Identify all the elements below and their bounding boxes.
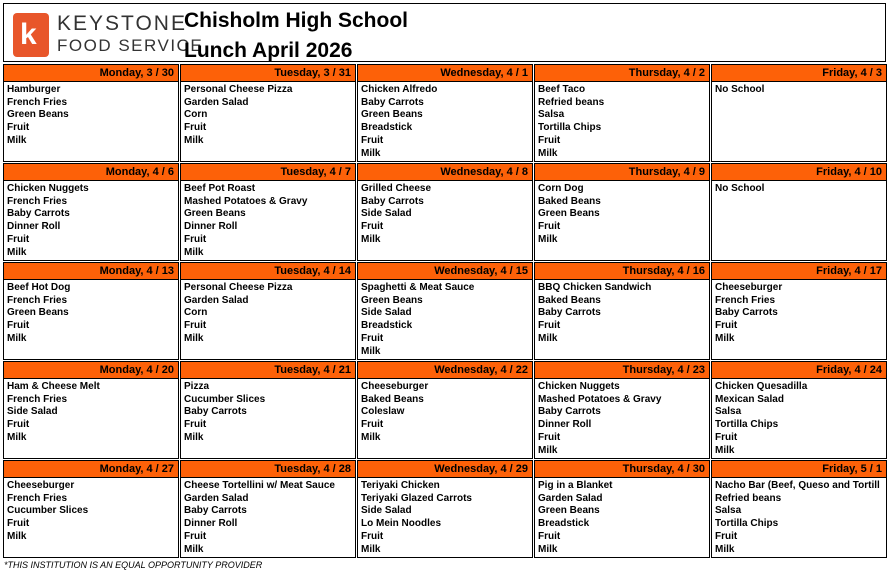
menu-items (181, 478, 355, 556)
day-header: Tuesday, 3 / 31 (181, 65, 355, 82)
menu-item: Milk (7, 332, 27, 344)
menu-item: Fruit (361, 134, 384, 146)
logo-bottom-text: FOOD SERVICE (57, 36, 204, 55)
menu-item: Milk (715, 543, 735, 555)
menu-items (181, 280, 355, 346)
day-header: Thursday, 4 / 2 (535, 65, 709, 82)
menu-item: Fruit (715, 431, 738, 443)
menu-item: Milk (538, 444, 558, 456)
menu-item: Green Beans (184, 208, 246, 220)
day-cell (180, 460, 356, 558)
day-cell (534, 163, 710, 261)
day-header: Monday, 4 / 20 (4, 362, 178, 379)
menu-item: Baby Carrots (184, 406, 247, 418)
menu-item: Refried beans (715, 492, 782, 504)
menu-items (358, 181, 532, 247)
menu-item: Baby Carrots (538, 406, 601, 418)
menu-item: French Fries (7, 195, 68, 207)
menu-item: No School (715, 84, 765, 95)
menu-item: French Fries (7, 294, 68, 306)
menu-item: Hamburger (7, 84, 61, 95)
menu-item: Breadstick (538, 518, 590, 530)
menu-item: Beef Hot Dog (7, 282, 71, 293)
day-cell (357, 262, 533, 360)
menu-item: Green Beans (7, 109, 69, 121)
menu-item: Milk (184, 543, 204, 555)
menu-item: Baby Carrots (184, 505, 247, 517)
day-header: Monday, 4 / 6 (4, 164, 178, 181)
day-cell (3, 361, 179, 459)
menu-item: Fruit (184, 530, 207, 542)
menu-item: French Fries (7, 393, 68, 405)
menu-item: Side Salad (361, 208, 412, 220)
menu-item: Fruit (7, 122, 30, 134)
keystone-logo (13, 10, 204, 60)
menu-items (535, 82, 709, 160)
menu-item: Milk (715, 444, 735, 456)
menu-item: Nacho Bar (Beef, Queso and Tortill (715, 480, 880, 491)
menu-item: Fruit (184, 320, 207, 332)
day-cell (711, 361, 887, 459)
menu-item: Dinner Roll (7, 221, 61, 233)
menu-item: French Fries (7, 492, 68, 504)
day-header: Wednesday, 4 / 29 (358, 461, 532, 478)
day-header: Monday, 4 / 27 (4, 461, 178, 478)
day-header: Friday, 4 / 24 (712, 362, 886, 379)
menu-item: Spaghetti & Meat Sauce (361, 282, 475, 293)
menu-item: Milk (538, 543, 558, 555)
day-cell (711, 460, 887, 558)
menu-items (181, 82, 355, 148)
menu-items (4, 478, 178, 544)
menu-item: Garden Salad (184, 96, 249, 108)
menu-item: Cheeseburger (7, 480, 75, 491)
menu-item: Teriyaki Glazed Carrots (361, 492, 472, 504)
day-cell (711, 163, 887, 261)
day-header: Tuesday, 4 / 21 (181, 362, 355, 379)
week-row (3, 262, 887, 360)
menu-item: Milk (361, 233, 381, 245)
menu-item: BBQ Chicken Sandwich (538, 282, 652, 293)
menu-item: Mashed Potatoes & Gravy (538, 393, 662, 405)
menu-item: Green Beans (361, 294, 423, 306)
menu-items (358, 82, 532, 160)
menu-item: French Fries (7, 96, 68, 108)
menu-items (4, 280, 178, 346)
menu-item: Salsa (715, 406, 742, 418)
week-row (3, 163, 887, 261)
menu-item: Beef Pot Roast (184, 183, 256, 194)
menu-item: Fruit (184, 419, 207, 431)
menu-item: Baked Beans (538, 195, 601, 207)
menu-item: Fruit (7, 518, 30, 530)
menu-items (4, 379, 178, 445)
menu-item: Baby Carrots (361, 96, 424, 108)
page-header (3, 3, 886, 62)
menu-calendar (3, 64, 887, 558)
menu-items (181, 181, 355, 259)
day-header: Thursday, 4 / 9 (535, 164, 709, 181)
menu-item: Dinner Roll (184, 518, 238, 530)
menu-item: Pizza (184, 381, 210, 392)
day-header: Wednesday, 4 / 15 (358, 263, 532, 280)
day-cell (3, 460, 179, 558)
menu-item: Chicken Nuggets (538, 381, 620, 392)
menu-item: Fruit (538, 530, 561, 542)
day-cell (711, 64, 887, 162)
day-header: Monday, 4 / 13 (4, 263, 178, 280)
menu-item: Milk (538, 332, 558, 344)
day-cell (357, 64, 533, 162)
menu-item: French Fries (715, 294, 776, 306)
menu-item: Cheese Tortellini w/ Meat Sauce (184, 480, 335, 491)
menu-item: Baby Carrots (538, 307, 601, 319)
school-name: Chisholm High School (184, 9, 408, 32)
menu-item: Grilled Cheese (361, 183, 432, 194)
menu-item: Side Salad (7, 406, 58, 418)
day-cell (3, 163, 179, 261)
day-cell (180, 64, 356, 162)
menu-item: No School (715, 183, 765, 194)
menu-item: Baked Beans (361, 393, 424, 405)
menu-item: Cheeseburger (715, 282, 783, 293)
menu-item: Refried beans (538, 96, 605, 108)
menu-item: Baby Carrots (361, 195, 424, 207)
menu-item: Milk (361, 345, 381, 357)
day-cell (711, 262, 887, 360)
menu-item: Chicken Nuggets (7, 183, 89, 194)
menu-item: Salsa (715, 505, 742, 517)
menu-item: Dinner Roll (538, 419, 592, 431)
menu-item: Mexican Salad (715, 393, 784, 405)
menu-item: Garden Salad (184, 294, 249, 306)
day-header: Tuesday, 4 / 14 (181, 263, 355, 280)
day-cell (180, 361, 356, 459)
menu-item: Baby Carrots (715, 307, 778, 319)
menu-item: Pig in a Blanket (538, 480, 613, 491)
menu-item: Milk (715, 332, 735, 344)
menu-item: Fruit (7, 320, 30, 332)
menu-item: Garden Salad (184, 492, 249, 504)
day-header: Friday, 4 / 10 (712, 164, 886, 181)
menu-item: Dinner Roll (184, 221, 238, 233)
menu-items (358, 478, 532, 556)
menu-item: Milk (184, 431, 204, 443)
menu-item: Milk (361, 147, 381, 159)
day-header: Tuesday, 4 / 28 (181, 461, 355, 478)
day-cell (180, 262, 356, 360)
menu-item: Milk (184, 246, 204, 258)
menu-item: Tortilla Chips (538, 122, 602, 134)
menu-items (358, 379, 532, 445)
menu-item: Milk (7, 431, 27, 443)
day-header: Thursday, 4 / 30 (535, 461, 709, 478)
menu-item: Personal Cheese Pizza (184, 282, 293, 293)
menu-item: Cucumber Slices (184, 393, 266, 405)
menu-item: Coleslaw (361, 406, 405, 418)
footer-note: *THIS INSTITUTION IS AN EQUAL OPPORTUNITY PROVIDER (4, 560, 263, 570)
menu-item: Green Beans (538, 505, 600, 517)
menu-item: Corn (184, 109, 208, 121)
menu-item: Salsa (538, 109, 565, 121)
day-header: Friday, 4 / 17 (712, 263, 886, 280)
menu-items (535, 478, 709, 556)
day-header: Wednesday, 4 / 8 (358, 164, 532, 181)
menu-item: Milk (361, 543, 381, 555)
menu-items (4, 82, 178, 148)
day-cell (3, 262, 179, 360)
menu-items (181, 379, 355, 445)
menu-item: Baked Beans (538, 294, 601, 306)
menu-item: Chicken Quesadilla (715, 381, 808, 392)
menu-item: Lo Mein Noodles (361, 518, 441, 530)
menu-item: Mashed Potatoes & Gravy (184, 195, 308, 207)
menu-item: Milk (361, 431, 381, 443)
menu-item: Cheeseburger (361, 381, 429, 392)
menu-item: Fruit (7, 233, 30, 245)
menu-items (535, 379, 709, 457)
menu-item: Cucumber Slices (7, 505, 89, 517)
menu-item: Green Beans (538, 208, 600, 220)
menu-item: Beef Taco (538, 84, 586, 95)
day-header: Tuesday, 4 / 7 (181, 164, 355, 181)
menu-items (535, 181, 709, 247)
week-row (3, 361, 887, 459)
menu-item: Fruit (538, 431, 561, 443)
day-header: Friday, 4 / 3 (712, 65, 886, 82)
menu-item: Baby Carrots (7, 208, 70, 220)
day-cell (534, 64, 710, 162)
menu-item: Milk (7, 246, 27, 258)
menu-item: Milk (184, 332, 204, 344)
menu-item: Fruit (715, 320, 738, 332)
logo-top-text: KEYSTONE (57, 12, 187, 35)
day-cell (357, 163, 533, 261)
menu-item: Fruit (361, 419, 384, 431)
day-cell (534, 460, 710, 558)
menu-item: Milk (184, 134, 204, 146)
day-header: Thursday, 4 / 16 (535, 263, 709, 280)
menu-item: Fruit (361, 530, 384, 542)
day-cell (180, 163, 356, 261)
menu-item: Milk (7, 134, 27, 146)
menu-item: Tortilla Chips (715, 419, 779, 431)
menu-item: Ham & Cheese Melt (7, 381, 100, 392)
menu-item: Side Salad (361, 505, 412, 517)
menu-item: Green Beans (361, 109, 423, 121)
menu-item: Garden Salad (538, 492, 603, 504)
menu-item: Fruit (538, 320, 561, 332)
menu-items (535, 280, 709, 346)
menu-items (712, 280, 886, 346)
week-row (3, 460, 887, 558)
menu-title: Lunch April 2026 (184, 39, 353, 62)
menu-item: Breadstick (361, 320, 413, 332)
day-header: Wednesday, 4 / 1 (358, 65, 532, 82)
menu-item: Milk (538, 233, 558, 245)
menu-item: Teriyaki Chicken (361, 480, 440, 491)
menu-item: Fruit (361, 221, 384, 233)
day-cell (357, 460, 533, 558)
menu-item: Fruit (184, 122, 207, 134)
week-row (3, 64, 887, 162)
menu-item: Fruit (7, 419, 30, 431)
menu-items (358, 280, 532, 358)
menu-item: Fruit (361, 332, 384, 344)
menu-item: Chicken Alfredo (361, 84, 438, 95)
menu-item: Breadstick (361, 122, 413, 134)
menu-item: Personal Cheese Pizza (184, 84, 293, 95)
menu-item: Corn (184, 307, 208, 319)
day-header: Friday, 5 / 1 (712, 461, 886, 478)
menu-item: Fruit (538, 221, 561, 233)
menu-item: Fruit (184, 233, 207, 245)
day-cell (534, 361, 710, 459)
menu-item: Green Beans (7, 307, 69, 319)
menu-item: Tortilla Chips (715, 518, 779, 530)
menu-item: Milk (7, 530, 27, 542)
menu-items (712, 82, 886, 97)
menu-items (712, 478, 886, 556)
menu-item: Side Salad (361, 307, 412, 319)
day-cell (534, 262, 710, 360)
menu-item: Fruit (715, 530, 738, 542)
day-cell (3, 64, 179, 162)
menu-item: Fruit (538, 134, 561, 146)
menu-item: Milk (538, 147, 558, 159)
menu-items (4, 181, 178, 259)
day-header: Monday, 3 / 30 (4, 65, 178, 82)
menu-items (712, 379, 886, 457)
logo-mark-icon (13, 13, 49, 57)
menu-item: Corn Dog (538, 183, 584, 194)
logo-mark-letter: k (20, 18, 37, 51)
day-header: Thursday, 4 / 23 (535, 362, 709, 379)
day-header: Wednesday, 4 / 22 (358, 362, 532, 379)
day-cell (357, 361, 533, 459)
menu-items (712, 181, 886, 196)
